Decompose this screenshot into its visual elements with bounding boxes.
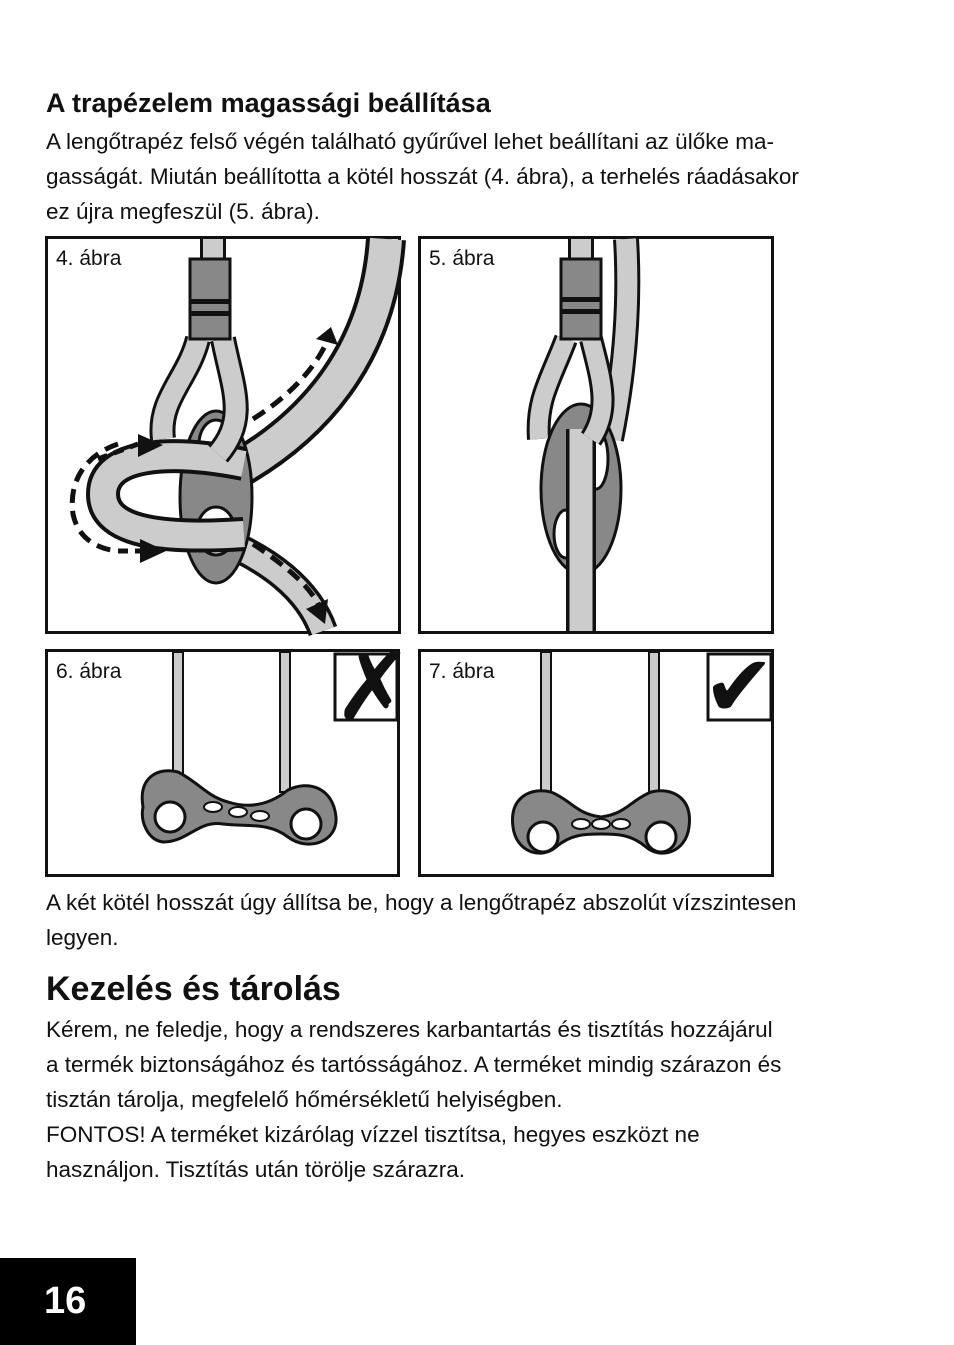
rope-adjust-tensioned-illustration	[421, 239, 771, 631]
level-note-line-2: legyen.	[46, 925, 119, 950]
check-icon: ✔	[703, 639, 776, 735]
care-line-3: tisztán tárolja, megfelelő hőmérsékletű helyiségben.	[46, 1087, 563, 1112]
important-line-2: használjon. Tisztítás után törölje szárazra.	[46, 1157, 465, 1182]
figure-7	[418, 639, 776, 877]
rope-adjust-loose-illustration	[48, 239, 398, 631]
figure-4	[45, 236, 401, 634]
figure-4-label: 4. ábra	[56, 247, 122, 270]
important-paragraph	[46, 1117, 916, 1187]
figure-6-label: 6. ábra	[56, 660, 122, 683]
intro-paragraph	[46, 124, 916, 229]
figure-7-label: 7. ábra	[429, 660, 495, 683]
intro-line-2: gasságát. Miután beállította a kötél hosszát (4. ábra), a terhelés ráadásakor	[46, 164, 799, 189]
figure-5	[418, 236, 774, 634]
cross-icon: ✗	[333, 634, 414, 741]
page-number: 16	[44, 1280, 87, 1322]
care-paragraph	[46, 1012, 916, 1117]
level-note-paragraph	[46, 885, 916, 955]
important-line-1: FONTOS! A terméket kizárólag vízzel tisztítsa, hegyes eszközt ne	[46, 1122, 700, 1147]
care-line-2: a termék biztonságához és tartósságához. A terméket mindig szárazon és	[46, 1052, 782, 1077]
figure-6	[45, 634, 414, 877]
section-title-care-storage: Kezelés és tárolás	[46, 970, 341, 1008]
level-note-line-1: A két kötél hosszát úgy állítsa be, hogy a lengőtrapéz abszolút vízszintesen	[46, 890, 797, 915]
care-line-1: Kérem, ne feledje, hogy a rendszeres karbantartás és tisztítás hozzájárul	[46, 1017, 773, 1042]
intro-line-3: ez újra megfeszül (5. ábra).	[46, 199, 320, 224]
figure-5-label: 5. ábra	[429, 247, 495, 270]
intro-line-1: A lengőtrapéz felső végén található gyűrűvel lehet beállítani az ülőke ma-	[46, 129, 774, 154]
section-title-height-adjust: A trapézelem magassági beállítása	[46, 88, 491, 118]
